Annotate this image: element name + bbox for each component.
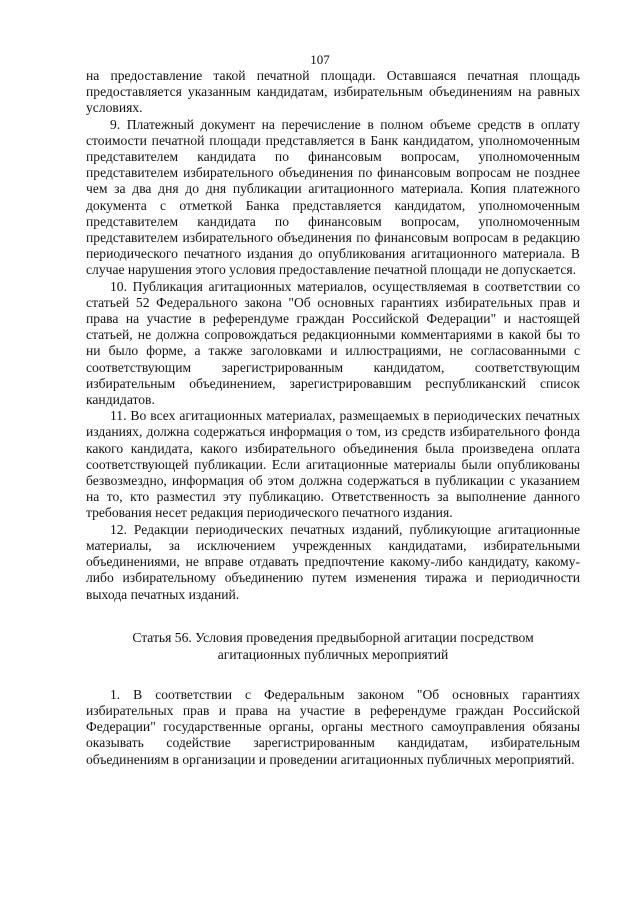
article-heading-line-1: Статья 56. Условия проведения предвыборной агитации посредством xyxy=(132,629,534,645)
page-number: 107 xyxy=(310,52,330,67)
paragraph-clause-10: 10. Публикация агитационных материалов, осуществляемая в соответствии со статьей 52 Федерального закона "Об основных гарантиях избирательных прав и права на участие в референдуме граждан Российской Федерации" и настоящей статьей, не должна сопровождаться редакционными комментариями в какой бы то ни было форме, а также заголовками и иллюстрациями, не согласованными с соответствующим зарегистрированным кандидатом, соответствующим избирательным объединением, зарегистрировавшим республиканский список кандидатов. xyxy=(86,278,580,408)
paragraph-clause-11: 11. Во всех агитационных материалах, размещаемых в периодических печатных изданиях, должна содержаться информация о том, из средств избирательного фонда какого кандидата, какого избирательного объединения была произведена оплата соответствующей публикации. Если агитационные материалы были опубликованы безвозмездно, информация об этом должна содержаться в публикации с указанием на то, кто разместил эту публикацию. Ответственность за выполнение данного требования несет редакция периодического печатного издания. xyxy=(86,408,580,521)
paragraph-continuation: на предоставление такой печатной площади. Оставшаяся печатная площадь предоставляется указанным кандидатам, избирательным объединениям на равных условиях. xyxy=(86,68,580,116)
paragraph-clause-12: 12. Редакции периодических печатных изданий, публикующие агитационные материалы, за исключением учрежденных кандидатами, избирательными объединениями, не вправе отдавать предпочтение какому-либо кандидату, какому-либо избирательному объединению путем изменения тиража и периодичности выхода печатных изданий. xyxy=(86,521,580,602)
article-heading xyxy=(86,629,580,663)
document-body xyxy=(86,68,580,768)
paragraph-article56-clause-1: 1. В соответствии с Федеральным законом "Об основных гарантиях избирательных прав и права на участие в референдуме граждан Российской Федерации" государственные органы, органы местного самоуправления обязаны оказывать содействие зарегистрированным кандидатам, избирательным объединениям в организации и проведении агитационных публичных мероприятий. xyxy=(86,686,580,767)
article-heading-line-2: агитационных публичных мероприятий xyxy=(217,646,449,662)
paragraph-clause-9: 9. Платежный документ на перечисление в полном объеме средств в оплату стоимости печатной площади представляется в Банк кандидатом, уполномоченным представителем кандидата по финансовым вопросам, уполномоченным представителем избирательного объединения по финансовым вопросам не позднее чем за два дня до дня публикации агитационного материала. Копия платежного документа с отметкой Банка представляется кандидатом, уполномоченным представителем кандидата по финансовым вопросам, уполномоченным представителем избирательного объединения по финансовым вопросам в редакцию периодического печатного издания до опубликования агитационного материала. В случае нарушения этого условия предоставление печатной площади не допускается. xyxy=(86,116,580,278)
